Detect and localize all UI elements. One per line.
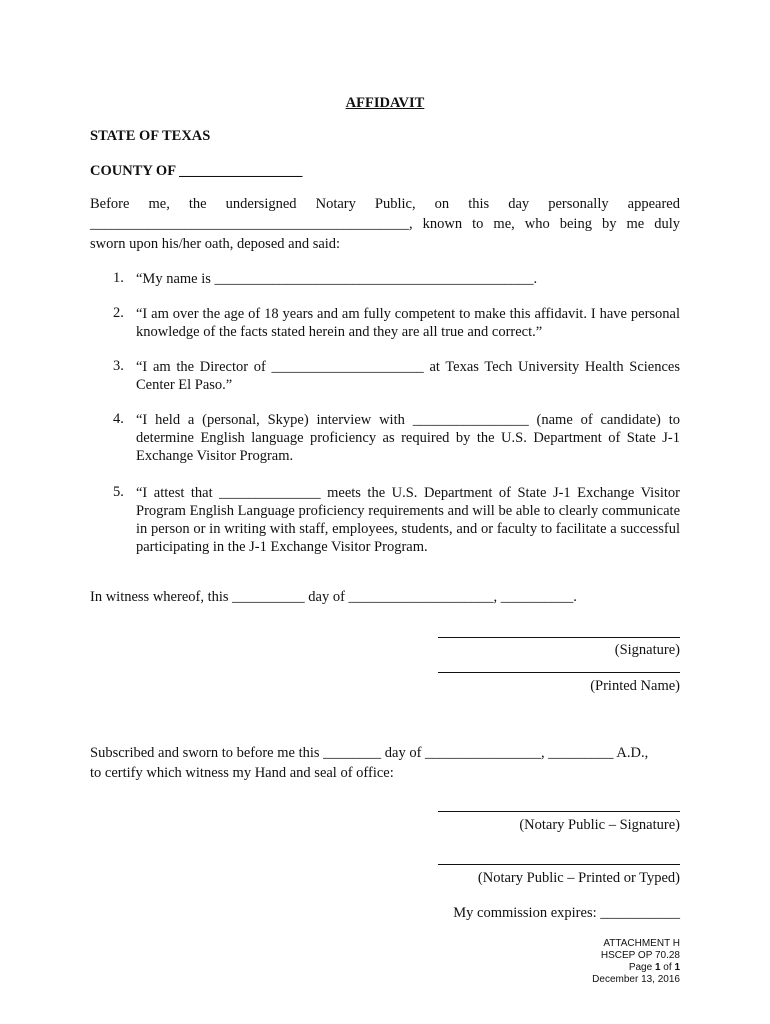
- footer-block: [480, 938, 680, 986]
- item-number: 5.: [113, 484, 124, 500]
- item-text: “I attest that ______________ meets the U.S. Department of State J-1 Exchange Visitor Program English Language proficiency requirements and will be able to clearly communicate in person or in writing with staff, employees, students, and or faculty to facilitate a successful participating in the J-1 Exchange Visitor Program.: [136, 485, 680, 555]
- signature-line: [438, 637, 680, 638]
- state-heading: STATE OF TEXAS: [90, 128, 211, 144]
- intro-line-2: ____________________________________________, known to me, who being by me duly: [90, 216, 680, 232]
- notary-printed-label: (Notary Public – Printed or Typed): [477, 870, 680, 886]
- printed-name-line: [438, 672, 680, 673]
- printed-name-label: (Printed Name): [590, 678, 680, 694]
- item-number: 1.: [113, 270, 124, 286]
- item-number: 2.: [113, 305, 124, 321]
- item-number: 3.: [113, 358, 124, 374]
- policy-number: HSCEP OP 70.28: [600, 950, 680, 961]
- intro-line-1: Before me, the undersigned Notary Public, on this day personally appeared: [90, 196, 680, 212]
- item-text: “I am over the age of 18 years and am fully competent to make this affidavit. I have personal knowledge of the facts stated herein and they are all true and correct.”: [136, 306, 680, 340]
- subscribed-line-1: Subscribed and sworn to before me this ________ day of ________________, _________ A.D.,: [90, 745, 649, 761]
- notary-signature-label: (Notary Public – Signature): [519, 817, 680, 833]
- footer-date: December 13, 2016: [592, 974, 680, 985]
- notary-printed-line: [438, 864, 680, 865]
- county-heading: COUNTY OF _________________: [90, 163, 303, 179]
- subscribed-line-2: to certify which witness my Hand and seal of office:: [90, 765, 394, 781]
- signature-label: (Signature): [614, 642, 680, 658]
- item-text: “I held a (personal, Skype) interview with ________________ (name of candidate) to determine English language proficiency as required by the U.S. Department of State J-1 Exchange Visitor Program.: [136, 412, 680, 464]
- item-text: “I am the Director of _____________________ at Texas Tech University Health Sciences Center El Paso.”: [136, 359, 680, 393]
- notary-signature-line: [438, 811, 680, 812]
- item-number: 4.: [113, 411, 124, 427]
- witness-line: In witness whereof, this __________ day of ____________________, __________.: [90, 589, 577, 605]
- page-indicator: Page 1 of 1: [628, 962, 680, 973]
- intro-line-3: sworn upon his/her oath, deposed and said:: [90, 236, 341, 252]
- attachment-label: ATTACHMENT H: [603, 938, 680, 949]
- document-title: AFFIDAVIT: [345, 95, 425, 111]
- commission-expires: My commission expires: ___________: [453, 905, 680, 921]
- item-text: “My name is ____________________________________________.: [136, 271, 538, 287]
